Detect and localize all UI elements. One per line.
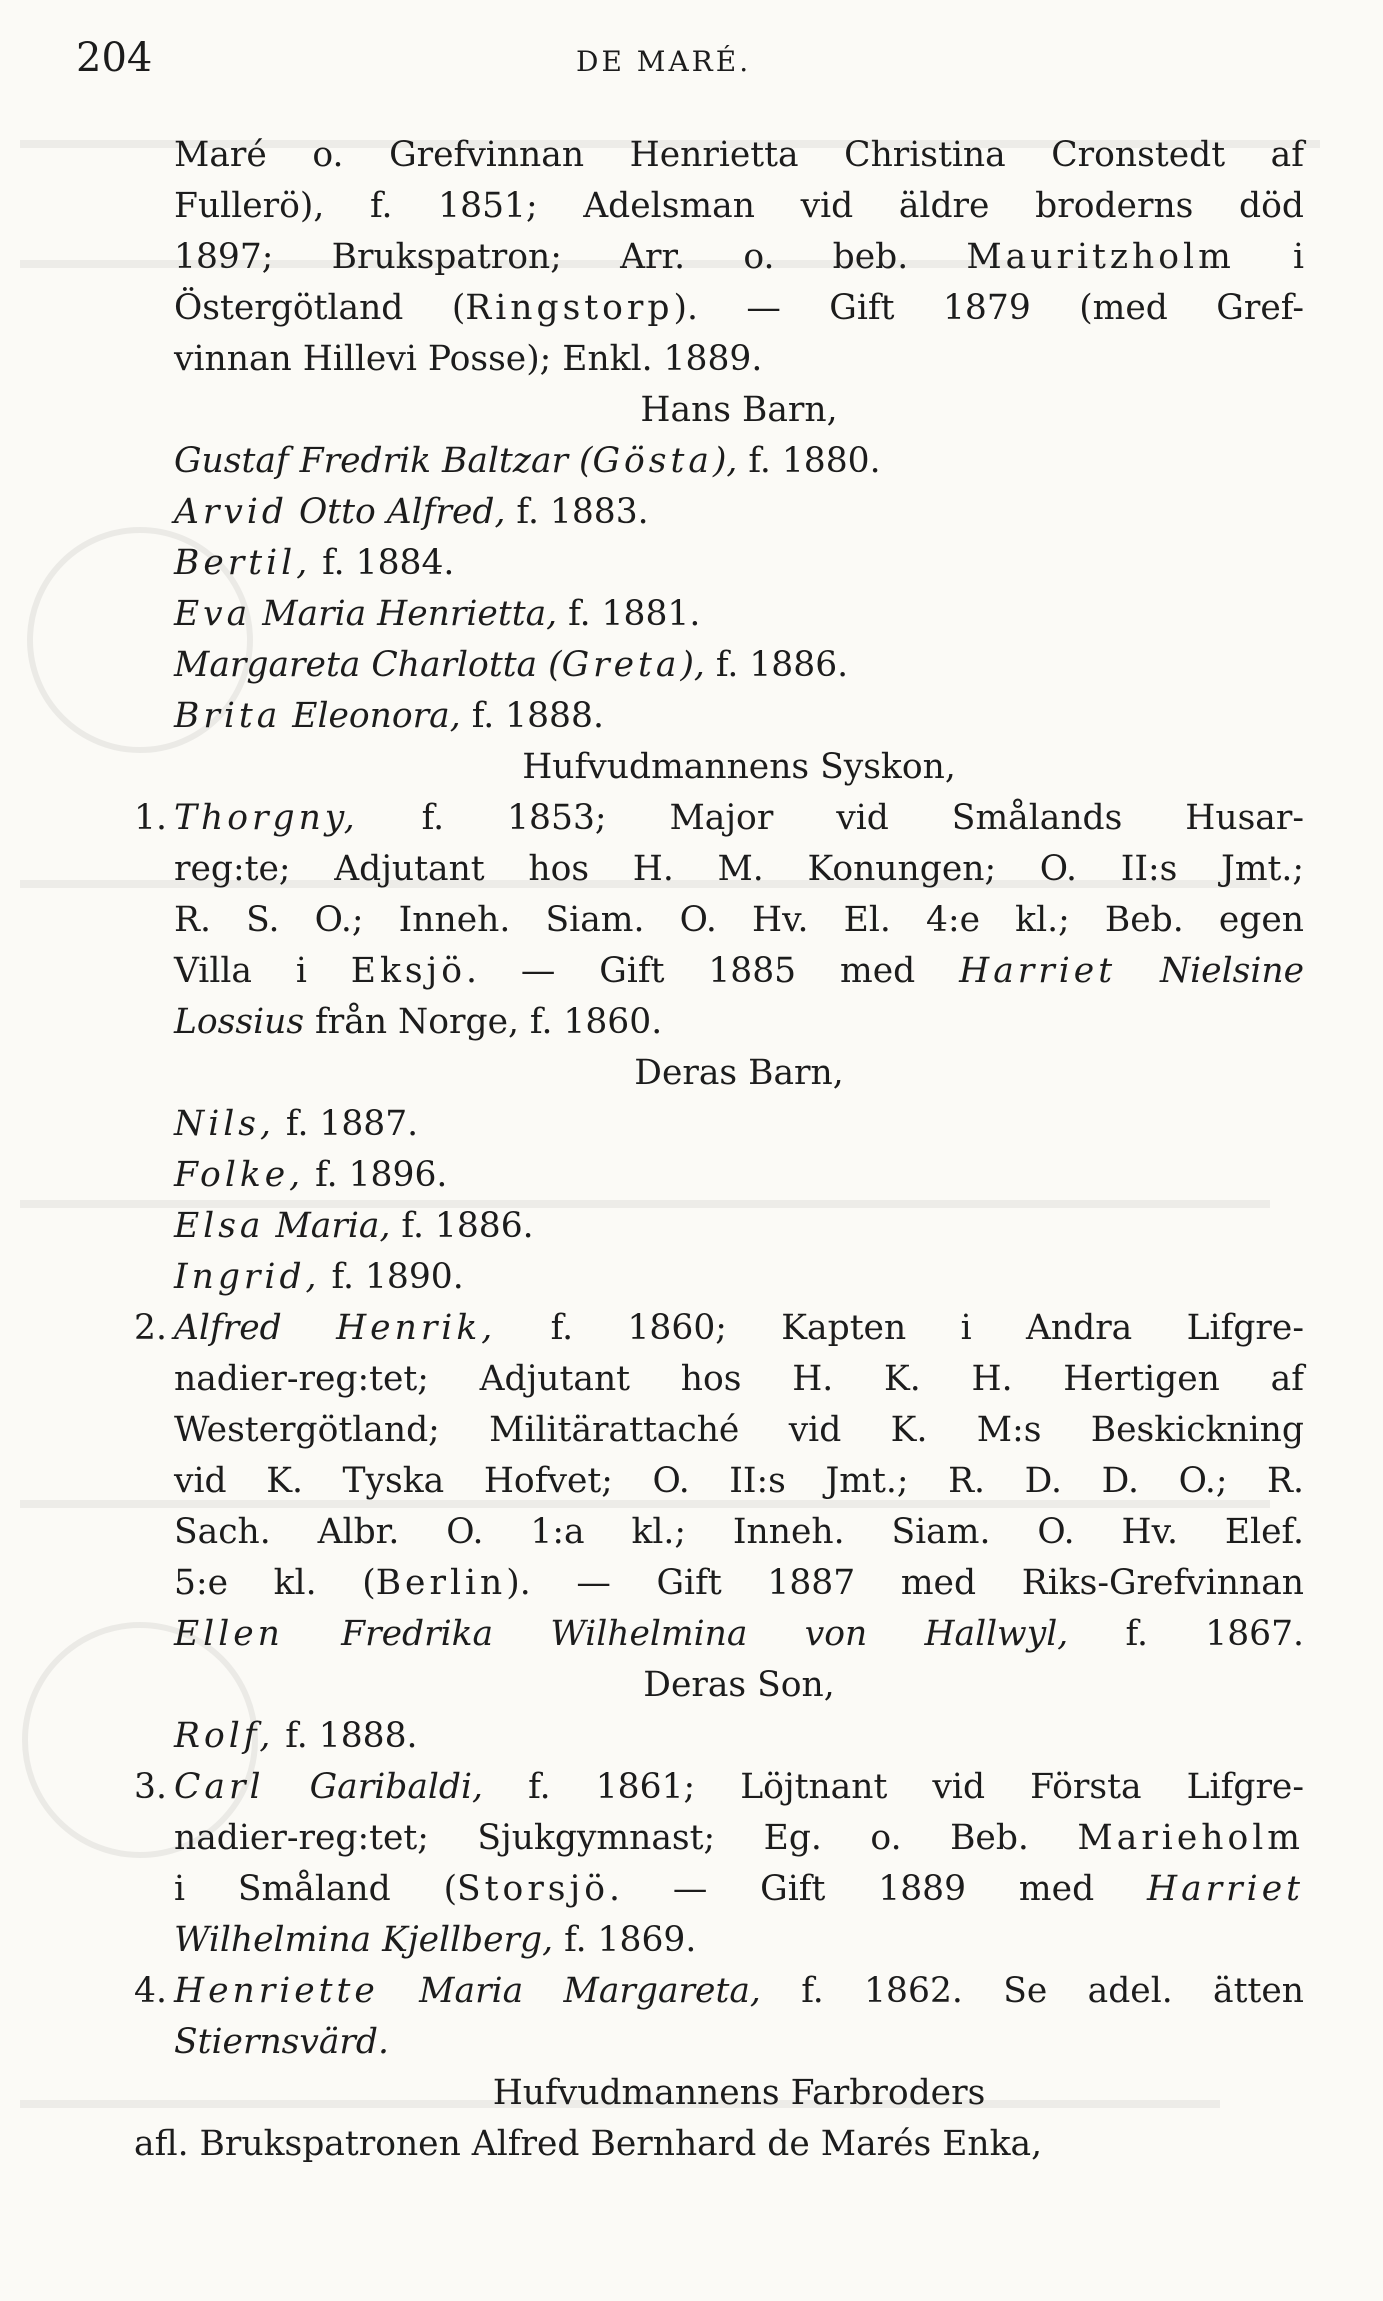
child-entry: Margareta Charlotta (Greta), f. 1886. bbox=[174, 645, 849, 685]
child-entry: Folke, f. 1896. bbox=[174, 1155, 448, 1195]
sibling-entry: 3. Carl Garibaldi, f. 1861; Löjtnant vid Första Lifgre- bbox=[134, 1767, 1305, 1807]
page-number: 204 bbox=[76, 35, 153, 81]
text-line: Ellen Fredrika Wilhelmina von Hallwyl, f. 1867. bbox=[174, 1614, 1305, 1654]
text-line: Fullerö), f. 1851; Adelsman vid äldre broderns död bbox=[174, 186, 1304, 226]
section-heading: Hufvudmannens Farbroders bbox=[492, 2073, 986, 2113]
text-line: 5:e kl. (Berlin). — Gift 1887 med Riks-Grefvinnan bbox=[174, 1563, 1304, 1603]
text-line: Sach. Albr. O. 1:a kl.; Inneh. Siam. O. Hv. Elef. bbox=[174, 1512, 1304, 1552]
sub-heading: Deras Barn, bbox=[634, 1053, 844, 1093]
child-entry: Rolf, f. 1888. bbox=[174, 1716, 418, 1756]
text-line: vinnan Hillevi Posse); Enkl. 1889. bbox=[174, 339, 763, 379]
text-line: Lossius från Norge, f. 1860. bbox=[174, 1002, 663, 1042]
text-line: vid K. Tyska Hofvet; O. II:s Jmt.; R. D. D. O.; R. bbox=[174, 1461, 1304, 1501]
child-entry: Bertil, f. 1884. bbox=[174, 543, 455, 583]
section-heading: Hans Barn, bbox=[640, 390, 838, 430]
text-line: 1897; Brukspatron; Arr. o. beb. Mauritzholm i bbox=[174, 237, 1305, 277]
child-entry: Nils, f. 1887. bbox=[174, 1104, 419, 1144]
child-entry: Brita Eleonora, f. 1888. bbox=[174, 696, 604, 736]
text-line: R. S. O.; Inneh. Siam. O. Hv. El. 4:e kl.; Beb. egen bbox=[174, 900, 1304, 940]
text-line: Wilhelmina Kjellberg, f. 1869. bbox=[174, 1920, 697, 1960]
text-line: Maré o. Grefvinnan Henrietta Christina Cronstedt af bbox=[174, 135, 1304, 175]
child-entry: Gustaf Fredrik Baltzar (Gösta), f. 1880. bbox=[174, 441, 881, 481]
text-line: Westergötland; Militärattaché vid K. M:s Beskickning bbox=[174, 1410, 1304, 1450]
text-line: i Småland (Storsjö. — Gift 1889 med Harriet bbox=[174, 1869, 1304, 1909]
text-line: Östergötland (Ringstorp). — Gift 1879 (med Gref- bbox=[174, 288, 1304, 328]
sibling-entry: 4. Henriette Maria Margareta, f. 1862. Se adel. ätten bbox=[134, 1971, 1304, 2011]
child-entry: Arvid Otto Alfred, f. 1883. bbox=[174, 492, 649, 532]
child-entry: Elsa Maria, f. 1886. bbox=[174, 1206, 534, 1246]
sibling-entry: 2. Alfred Henrik, f. 1860; Kapten i Andra Lifgre- bbox=[134, 1308, 1304, 1348]
document-body bbox=[134, 130, 1305, 2170]
child-entry: Ingrid, f. 1890. bbox=[174, 1257, 464, 1297]
text-line: afl. Brukspatronen Alfred Bernhard de Marés Enka, bbox=[134, 2124, 1043, 2164]
text-line: reg:te; Adjutant hos H. M. Konungen; O. II:s Jmt.; bbox=[174, 849, 1304, 889]
text-line: nadier-reg:tet; Sjukgymnast; Eg. o. Beb. Marieholm bbox=[174, 1818, 1304, 1858]
sibling-entry: 1. Thorgny, f. 1853; Major vid Smålands Husar- bbox=[134, 798, 1305, 838]
page-header bbox=[76, 30, 1306, 90]
text-line: Villa i Eksjö. — Gift 1885 med Harriet Nielsine bbox=[174, 951, 1305, 991]
section-heading: Hufvudmannens Syskon, bbox=[522, 747, 956, 787]
sub-heading: Deras Son, bbox=[643, 1665, 835, 1705]
text-line: nadier-reg:tet; Adjutant hos H. K. H. Hertigen af bbox=[174, 1359, 1304, 1399]
running-head: DE MARÉ. bbox=[576, 45, 752, 78]
text-line: Stiernsvärd. bbox=[174, 2022, 389, 2062]
child-entry: Eva Maria Henrietta, f. 1881. bbox=[174, 594, 701, 634]
